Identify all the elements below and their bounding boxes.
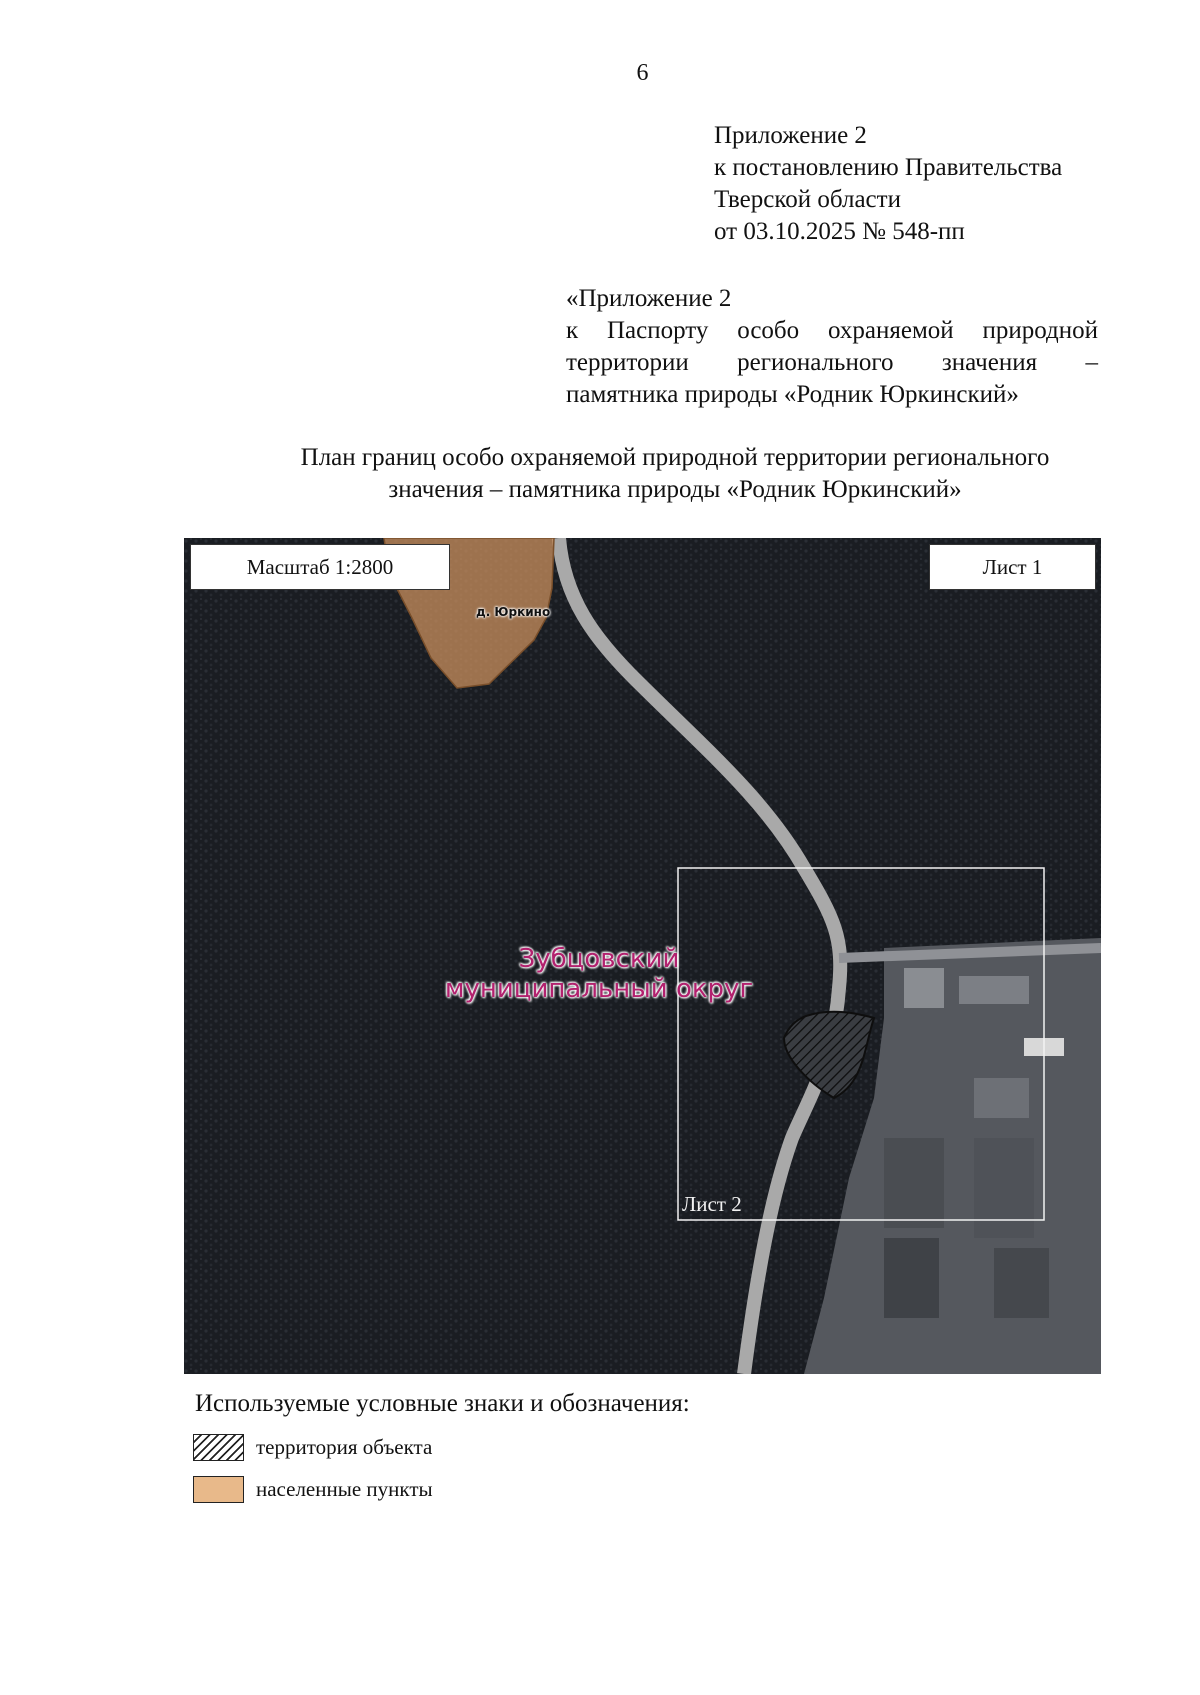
appendix-header [714, 120, 1062, 248]
legend-title: Используемые условные знаки и обозначения: [195, 1390, 690, 1417]
sheet-label: Лист 1 [929, 544, 1096, 590]
building [974, 1078, 1029, 1118]
legend-item [193, 1473, 433, 1505]
plan-title-line: План границ особо охраняемой природной территории регионального [300, 444, 1050, 471]
appendix-line: Тверской области [714, 186, 901, 213]
building [959, 976, 1029, 1004]
appendix-line: к постановлению Правительства [714, 154, 1063, 181]
building [904, 968, 944, 1008]
plan-title [240, 442, 1110, 506]
plan-title-line: значения – памятника природы «Родник Юркинский» [388, 476, 962, 503]
legend-item-label: территория объекта [256, 1434, 433, 1459]
building [884, 1238, 939, 1318]
appendix-line: Приложение 2 [714, 122, 867, 149]
scale-label: Масштаб 1:2800 [190, 544, 450, 590]
satellite-map [184, 538, 1101, 1374]
village-label: д. Юркино [476, 605, 551, 619]
inset-label: Лист 2 [682, 1192, 742, 1216]
passport-line: памятника природы «Родник Юркинский» [566, 381, 1019, 408]
building [974, 1138, 1034, 1238]
building [884, 1138, 944, 1228]
hatched-swatch-icon [193, 1434, 244, 1461]
passport-line: территории регионального значения – [566, 349, 1098, 376]
passport-line: к Паспорту особо охраняемой природной [566, 317, 1098, 344]
passport-line: «Приложение 2 [566, 285, 732, 312]
page-number: 6 [636, 60, 649, 86]
settlement-swatch-icon [193, 1476, 244, 1503]
building [994, 1248, 1049, 1318]
passport-header [566, 283, 1098, 411]
appendix-line: от 03.10.2025 № 548-пп [714, 218, 965, 245]
legend-item [193, 1431, 432, 1463]
legend-item-label: населенные пункты [256, 1476, 433, 1501]
district-label: Зубцовский муниципальный округ [444, 944, 754, 1004]
